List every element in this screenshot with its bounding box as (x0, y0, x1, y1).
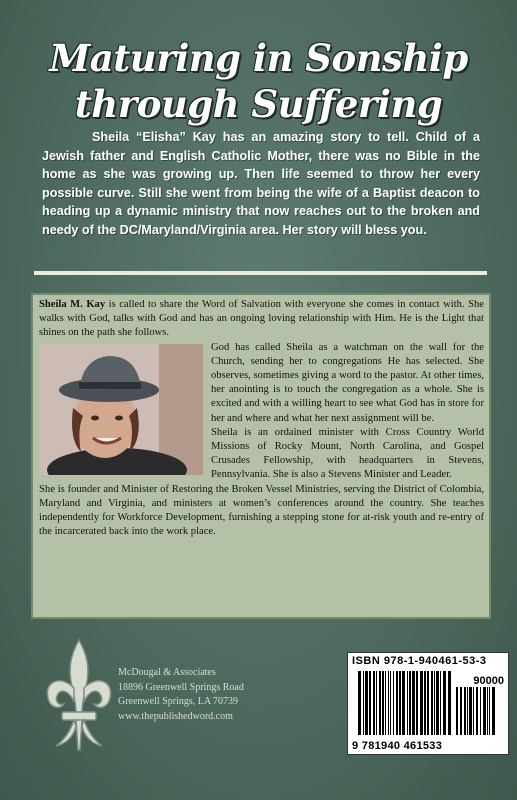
book-title-line-2: through Suffering (74, 82, 443, 126)
isbn-label: ISBN 978-1-940461-53-3 (352, 655, 487, 667)
isbn-barcode-box (347, 652, 509, 755)
price-barcode-icon (456, 687, 498, 735)
publisher-city: Greenwell Springs, LA 70739 (118, 696, 238, 708)
author-name: Sheila M. Kay (39, 299, 106, 310)
publisher-name: McDougal & Associates (118, 667, 216, 678)
author-bio-text (39, 298, 484, 539)
back-cover-blurb: Sheila “Elisha” Kay has an amazing story to tell. Child of a Jewish father and English Catholic Mother, there was no Bible in the home as she was growing up. Then life seemed to throw her every possible curve. Still she went from being the wife of a Baptist deacon to heading up a dynamic ministry that now reaches out to the broken and needy of the DC/Maryland/Virginia area. Her story will bless you. (42, 130, 480, 237)
fleur-de-lis-icon (40, 636, 118, 756)
bio-watchman: God has called Sheila as a watchman on the wall for the Church, sending her to congregations He has selected. She observes, sometimes giving a word to the pastor. At other times, her anointing is to touch the congregation as a whole. She is excited and with a willing heart to see what God has in store for her and where and what her next assignment will be. (211, 341, 484, 424)
bio-ordination: Sheila is an ordained minister with Cross Country World Missions of Rocky Mount, North Carolina, and Gospel Crusades Fellowship, with headquarters in Stevens, Pennsylvania. She is also a Stevens Minister and Leader. (211, 426, 484, 481)
divider-rule (34, 271, 487, 275)
publisher-address: 18896 Greenwell Springs Road (118, 681, 244, 693)
author-photo (39, 344, 203, 475)
ean-barcode-icon (358, 671, 454, 735)
bio-intro (39, 298, 484, 341)
price-code: 90000 (473, 675, 504, 687)
author-portrait-image (39, 344, 203, 475)
bio-ministry: She is founder and Minister of Restoring the Broken Vessel Ministries, serving the District of Colombia, Maryland and Virginia, and ministers at women’s conferences around the country. She teaches independently for Workforce Development, furnishing a stepping stone for at-risk youth and re-entry of the incarcerated back into the work place. (39, 483, 484, 538)
barcode-digits: 9 781940 461533 (352, 740, 443, 752)
bio-intro-rest: is called to share the Word of Salvation with everyone she comes in contact with. She walks with God, talks with God and has an ongoing loving relationship with Him. He is the Light that shines on the path she follows. (39, 299, 484, 339)
publisher-website: www.thepublishedword.com (118, 710, 233, 722)
book-title-line-1: Maturing in Sonship (49, 36, 468, 80)
publisher-info (118, 666, 288, 724)
